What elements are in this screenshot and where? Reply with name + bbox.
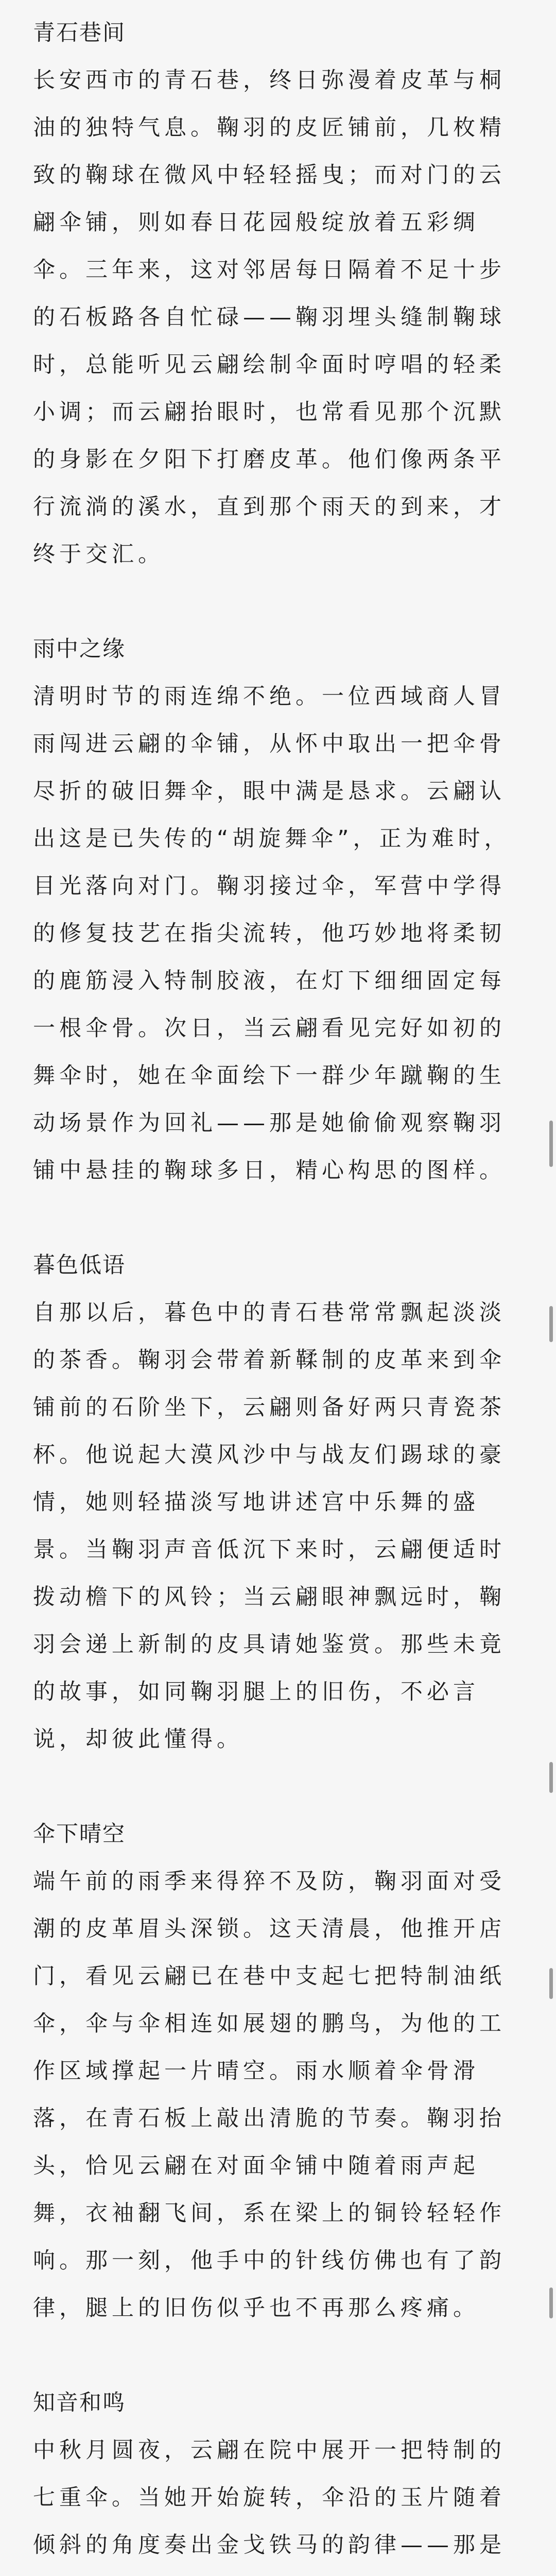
section-title: 雨中之缘 — [33, 636, 126, 662]
section-title: 青石巷间 — [33, 20, 126, 46]
scrollbar[interactable] — [548, 0, 556, 2576]
section-4 — [33, 1810, 548, 2332]
section-body: 中秋月圆夜，云翩在院中展开一把特制的七重伞。当她开始旋转，伞沿的玉片随着倾斜的角度奏出金戈铁马的韵律——那是 — [33, 2437, 506, 2558]
article — [33, 9, 548, 2576]
section-3 — [33, 1242, 548, 1763]
section-title: 暮色低语 — [33, 1252, 126, 1278]
section-5 — [33, 2379, 548, 2576]
section-title: 知音和鸣 — [33, 2390, 126, 2416]
scrollbar-thumb-segment[interactable] — [549, 1121, 553, 1167]
section-2 — [33, 625, 548, 1194]
scrollbar-thumb-segment[interactable] — [549, 1762, 553, 1793]
section-body: 清明时节的雨连绵不绝。一位西域商人冒雨闯进云翩的伞铺，从怀中取出一把伞骨尽折的破旧舞伞，眼中满是恳求。云翩认出这是已失传的“胡旋舞伞”，正为难时，目光落向对门。鞠羽接过伞，军营中学得的修复技艺在指尖流转，他巧妙地将柔韧的鹿筋浸入特制胶液，在灯下细细固定每一根伞骨。次日，当云翩看见完好如初的舞伞时，她在伞面绘下一群少年蹴鞠的生动场景作为回礼——那是她偷偷观察鞠羽铺中悬挂的鞠球多日，精心构思的图样。 — [33, 684, 511, 1183]
section-body: 长安西市的青石巷，终日弥漫着皮革与桐油的独特气息。鞠羽的皮匠铺前，几枚精致的鞠球在微风中轻轻摇曳；而对门的云翩伞铺，则如春日花园般绽放着五彩绸伞。三年来，这对邻居每日隔着不足十步的石板路各自忙碌——鞠羽埋头缝制鞠球时，总能听见云翩绘制伞面时哼唱的轻柔小调；而云翩抬眼时，也常看见那个沉默的身影在夕阳下打磨皮革。他们像两条平行流淌的溪水，直到那个雨天的到来，才终于交汇。 — [33, 67, 506, 567]
section-title: 伞下晴空 — [33, 1821, 126, 1847]
scrollbar-thumb-segment[interactable] — [549, 1968, 553, 1999]
section-body: 端午前的雨季来得猝不及防，鞠羽面对受潮的皮革眉头深锁。这天清晨，他推开店门，看见云翩已在巷中支起七把特制油纸伞，伞与伞相连如展翅的鹏鸟，为他的工作区域撑起一片晴空。雨水顺着伞骨滑落，在青石板上敲出清脆的节奏。鞠羽抬头，恰见云翩在对面伞铺中随着雨声起舞，衣袖翻飞间，系在梁上的铜铃轻轻作响。那一刻，他手中的针线仿佛也有了韵律，腿上的旧伤似乎也不再那么疼痛。 — [33, 1869, 506, 2321]
section-1 — [33, 9, 548, 578]
scrollbar-thumb-segment[interactable] — [549, 1306, 553, 1342]
section-body: 自那以后，暮色中的青石巷常常飘起淡淡的茶香。鞠羽会带着新鞣制的皮革来到伞铺前的石阶坐下，云翩则备好两只青瓷茶杯。他说起大漠风沙中与战友们踢球的豪情，她则轻描淡写地讲述宫中乐舞的盛景。当鞠羽声音低沉下来时，云翩便适时拨动檐下的风铃；当云翩眼神飘远时，鞠羽会递上新制的皮具请她鉴赏。那些未竟的故事，如同鞠羽腿上的旧伤，不必言说，却彼此懂得。 — [33, 1300, 506, 1752]
scrollbar-thumb-segment[interactable] — [549, 2287, 553, 2318]
